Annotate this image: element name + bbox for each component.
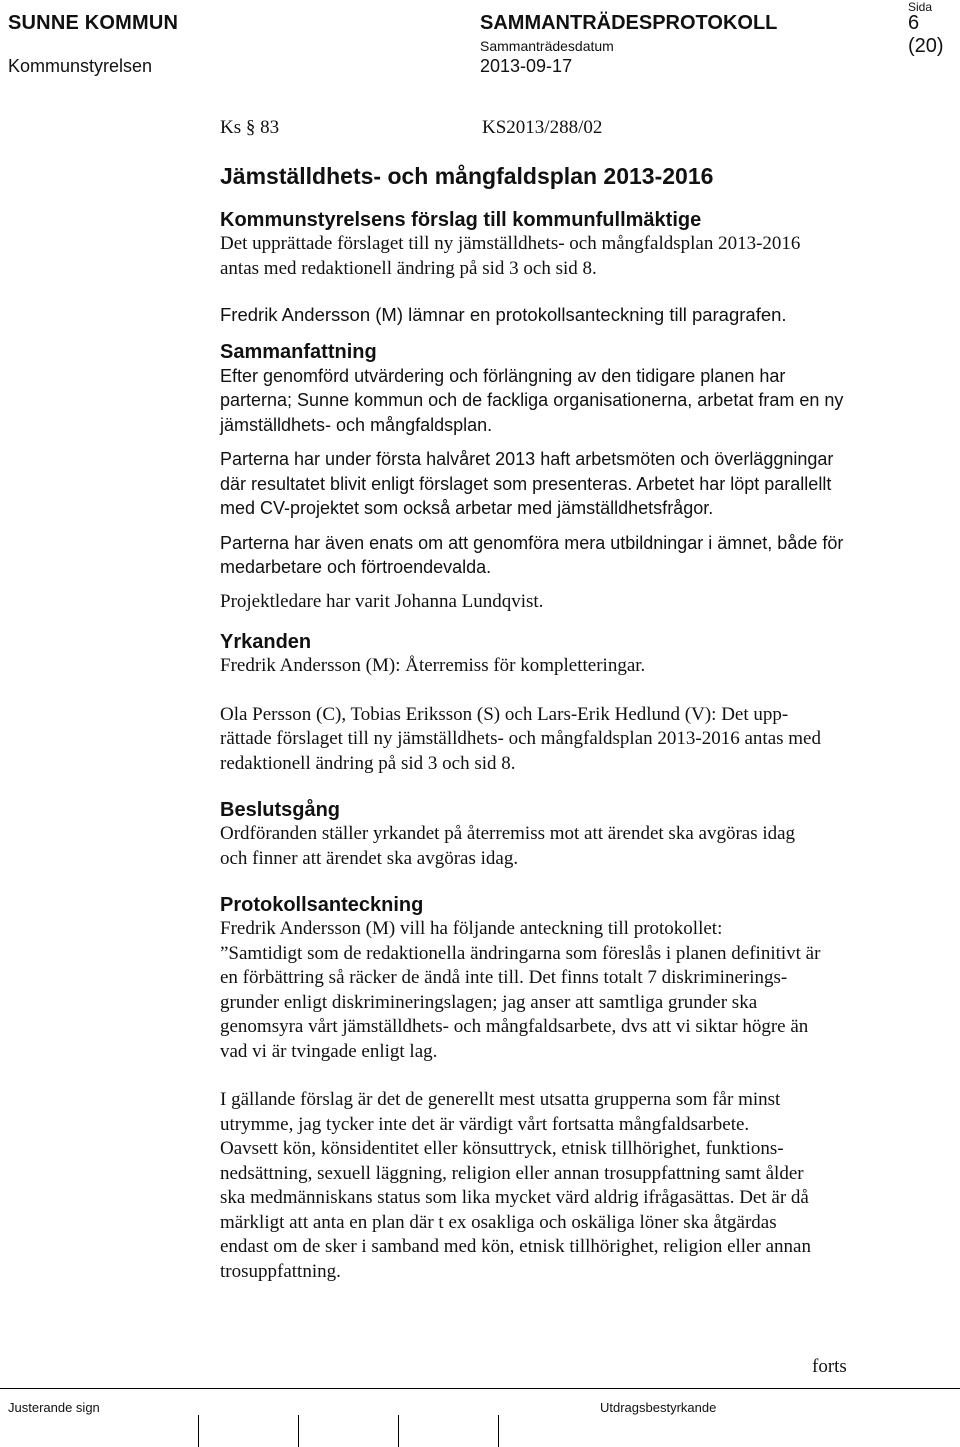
proposal-text-line: antas med redaktionell ändring på sid 3 och sid 8. — [220, 257, 597, 279]
protocol-note-line: grunder enligt diskrimineringslagen; jag anser att samtliga grunder ska — [220, 991, 758, 1013]
meeting-date-label: Sammanträdesdatum — [480, 38, 614, 54]
reference-line — [220, 112, 920, 142]
protocol-note-line: utrymme, jag tycker inte det är värdigt vårt fortsatta mångfaldsarbete. — [220, 1113, 750, 1135]
motion-line: Ola Persson (C), Tobias Eriksson (S) och Lars-Erik Hedlund (V): Det upp- — [220, 703, 789, 725]
decision-line: Ordföranden ställer yrkandet på återremiss mot att ärendet ska avgöras idag — [220, 823, 796, 844]
protocol-note-line: en förbättring så räcker de ändå inte till. Det finns totalt 7 diskriminerings- — [220, 967, 788, 988]
summary-line: parterna; Sunne kommun och de fackliga organisationerna, arbetat fram en ny — [220, 390, 844, 410]
paragraph-number: Ks § 83 — [220, 117, 280, 138]
summary-line: medarbetare och förtroendevalda. — [220, 557, 492, 577]
proposal-heading: Kommunstyrelsens förslag till kommunfullmäktige — [220, 209, 702, 231]
protocol-note-line: nedsättning, sexuell läggning, religion eller annan trosuppfattning samt ålder — [220, 1162, 804, 1184]
page-title: Jämställdhets- och mångfaldsplan 2013-2016 — [220, 163, 714, 189]
protocol-note-announcement: Fredrik Andersson (M) lämnar en protokollsanteckning till paragrafen. — [220, 304, 787, 325]
meeting-date: 2013-09-17 — [480, 56, 573, 76]
summary-line: jämställdhets- och mångfaldsplan. — [220, 414, 493, 435]
footer-divider — [0, 1388, 960, 1389]
motion-line: redaktionell ändring på sid 3 och sid 8. — [220, 752, 516, 774]
protocol-note-heading: Protokollsanteckning — [220, 894, 424, 916]
page-number: 6 (20) — [908, 12, 944, 57]
protocol-note-line: ska medmänniskans status som lika mycket värd aldrig ifrågasättas. Det är då — [220, 1187, 809, 1208]
summary-line: med CV-projektet som också arbetar med jämställdhetsfrågor. — [220, 498, 714, 518]
proposal-text-line: Det upprättade förslaget till ny jämställdhets- och mångfaldsplan 2013-2016 — [220, 233, 801, 254]
protocol-note-line: genomsyra vårt jämställdhets- och mångfaldsarbete, dvs att vi siktar högre än — [220, 1016, 809, 1037]
decision-line: och finner att ärendet ska avgöras idag. — [220, 847, 519, 869]
document-type: SAMMANTRÄDESPROTOKOLL — [480, 12, 778, 34]
protocol-note-line: Oavsett kön, könsidentitet eller könsuttryck, etnisk tillhörighet, funktions- — [220, 1138, 784, 1159]
page-label: Sida — [908, 0, 933, 14]
utdragsbestyrkande-label: Utdragsbestyrkande — [600, 1400, 717, 1415]
protocol-note-line: Fredrik Andersson (M) vill ha följande anteckning till protokollet: — [220, 918, 723, 939]
signature-box-divider — [498, 1415, 499, 1447]
summary-line: Parterna har under första halvåret 2013 haft arbetsmöten och överläggningar — [220, 449, 834, 469]
justerande-sign-label: Justerande sign — [8, 1400, 100, 1415]
summary-line: Efter genomförd utvärdering och förlängning av den tidigare planen har — [220, 365, 786, 386]
protocol-note-line: trosuppfattning. — [220, 1260, 341, 1282]
motions-heading: Yrkanden — [220, 631, 312, 653]
protocol-body — [220, 112, 920, 1284]
summary-heading: Sammanfattning — [220, 340, 377, 363]
protocol-note-line: I gällande förslag är det de generellt mest utsatta grupperna som får minst — [220, 1089, 781, 1110]
signature-box-divider — [298, 1415, 299, 1447]
department-name: Kommunstyrelsen — [8, 56, 153, 76]
summary-paragraph — [220, 447, 920, 521]
signature-box-divider — [198, 1415, 199, 1447]
motion-line: rättade förslaget till ny jämställdhets- och mångfaldsplan 2013-2016 antas med — [220, 728, 821, 749]
summary-paragraph — [220, 364, 920, 438]
motion-line: Fredrik Andersson (M): Återremiss för kompletteringar. — [220, 655, 646, 676]
continues-indicator: forts — [812, 1356, 847, 1377]
summary-line: Parterna har även enats om att genomföra mera utbildningar i ämnet, både för — [220, 532, 844, 553]
decision-heading: Beslutsgång — [220, 799, 341, 821]
protocol-note-line: endast om de sker i samband med kön, etnisk tillhörighet, religion eller annan — [220, 1236, 811, 1257]
protocol-note-line: märkligt att anta en plan där t ex osakliga och oskäliga löner ska åtgärdas — [220, 1211, 777, 1233]
organization-name: SUNNE KOMMUN — [8, 12, 179, 34]
case-number: KS2013/288/02 — [482, 117, 603, 138]
summary-line: där resultatet blivit enligt förslaget som presenteras. Arbetet har löpt parallellt — [220, 473, 832, 494]
signature-box-divider — [398, 1415, 399, 1447]
project-leader-line: Projektledare har varit Johanna Lundqvist. — [220, 590, 544, 612]
summary-paragraph — [220, 531, 920, 580]
protocol-note-line: ”Samtidigt som de redaktionella ändringarna som föreslås i planen definitivt är — [220, 942, 821, 964]
protocol-note-line: vad vi är tvingade enligt lag. — [220, 1040, 438, 1062]
